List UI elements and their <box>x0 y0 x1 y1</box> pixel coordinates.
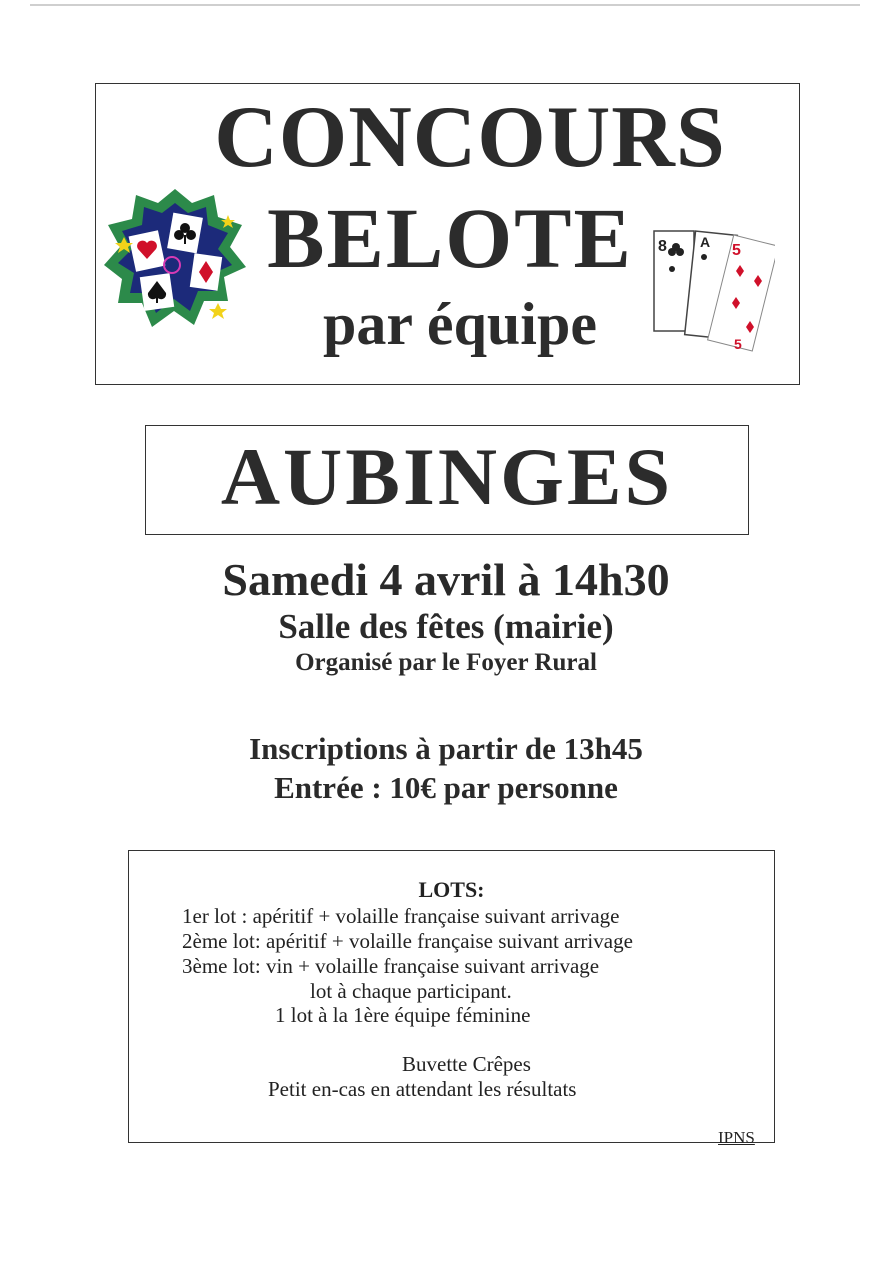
svg-text:A: A <box>700 234 711 250</box>
playing-cards-icon <box>650 225 775 355</box>
buvette-crepes: Buvette Crêpes <box>402 1052 531 1076</box>
event-organizer: Organisé par le Foyer Rural <box>295 649 597 676</box>
prize-line-3: 3ème lot: vin + volaille française suivant arrivage <box>182 954 600 978</box>
entry-fee: Entrée : 10€ par personne <box>274 770 618 805</box>
registration-time: Inscriptions à partir de 13h45 <box>249 731 643 766</box>
prize-line-5: 1 lot à la 1ère équipe féminine <box>275 1003 531 1027</box>
prizes-heading: LOTS: <box>418 877 485 902</box>
prize-line-2: 2ème lot: apéritif + volaille française suivant arrivage <box>182 929 633 953</box>
ipns-label: IPNS <box>718 1128 755 1147</box>
prize-line-4: lot à chaque participant. <box>310 979 512 1003</box>
event-venue: Salle des fêtes (mairie) <box>278 607 614 646</box>
playing-card-suits-clipart-icon <box>100 185 250 335</box>
title-belote: BELOTE <box>267 190 633 286</box>
prize-line-1: 1er lot : apéritif + volaille française suivant arrivage <box>182 904 620 928</box>
svg-text:8: 8 <box>658 238 667 255</box>
svg-text:5: 5 <box>732 242 741 259</box>
snack-note: Petit en-cas en attendant les résultats <box>268 1077 577 1101</box>
scan-edge-line <box>30 4 860 6</box>
town-name: AUBINGES <box>220 431 674 522</box>
title-par-equipe: par équipe <box>323 291 597 357</box>
svg-text:5: 5 <box>734 336 742 352</box>
event-date: Samedi 4 avril à 14h30 <box>222 554 670 605</box>
title-concours: CONCOURS <box>214 89 726 186</box>
